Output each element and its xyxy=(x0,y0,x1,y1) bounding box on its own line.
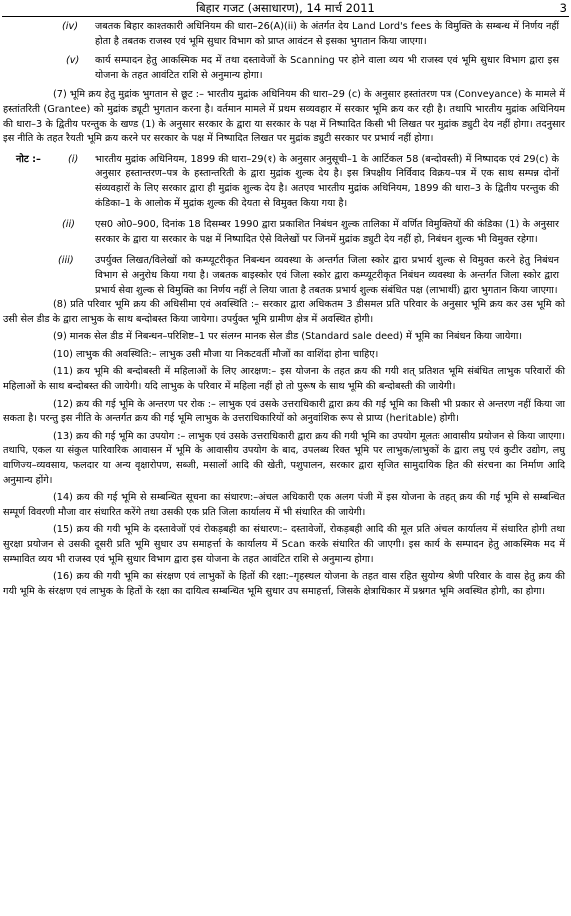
subclause-iv xyxy=(0,20,571,49)
subclause-marker: (i) xyxy=(68,153,79,165)
subclause-v xyxy=(0,54,571,83)
clause-text: (8) प्रति परिवार भूमि क्रय की अधिसीमा एवं अवस्थिति :– सरकार द्वारा अधिकतम 3 डीसमल प्रति परिवार के अनुसार भूमि क्रय कर उस भूमि को उसी सेल डीड के द्वारा लाभुक के साथ बन्दोबस्त किया जायेगा। उपर्युक्त भूमि ग्रामीण क्षेत्र में अवस्थित होगी। xyxy=(3,299,565,325)
header-divider xyxy=(2,16,569,17)
subclause-marker: (v) xyxy=(66,55,80,67)
clause-8 xyxy=(0,298,571,327)
clause-text: (9) मानक सेल डीड में निबन्धन–परिशिष्ट–1 पर संलग्न मानक सेल डीड (Standard sale deed) में भूमि का निबंधन किया जायेगा। xyxy=(53,331,523,343)
clause-text: (12) क्रय की गई भूमि के अन्तरण पर रोक :– लाभुक एवं उसके उत्तराधिकारी द्वारा क्रय की गई भूमि का किसी भी प्रकार से अन्तरण नहीं किया जा सकता है। परन्तु इस नीति के अन्तर्गत क्रय की गई भूमि लाभुक के उत्तराधिकारियों को अनुवांशिक रूप से प्राप्य (heritable) होगी। xyxy=(3,398,565,425)
subclause-text: जबतक बिहार काश्तकारी अधिनियम की धारा–26(A)(ii) के अंतर्गत देय Land Lord's fees के विमुक्ति के सम्बन्ध में निर्णय नहीं होता है तबतक राजस्व एवं भूमि सुधार विभाग को प्राप्त आवंटन से इसका भुगतान किया जाएगा। xyxy=(95,21,559,47)
page-number: 3 xyxy=(559,1,567,15)
page-header xyxy=(0,0,571,18)
note-item-iii xyxy=(0,254,571,298)
clause-11 xyxy=(0,365,571,394)
clause-15 xyxy=(0,523,571,567)
note-text: उपर्युक्त लिखत/विलेखों को कम्प्यूटरीकृत निबन्धन व्यवस्था के अन्तर्गत जिला स्कोर द्वारा प्रभार्य शुल्क से विमुक्त करने हेतु निबंधन विभाग से अनुरोध किया गया है। जबतक बाइस्कोर एवं जिला स्कोर द्वारा कम्प्यूटरीकृत निबंधन व्यवस्था के अन्तर्गत जिला स्कोर द्वारा प्रभार्य सेवा शुल्क से विमुक्ति का निर्णय नहीं ले लिया जाता है तबतक प्रभार्य शुल्क संबंधित पक्ष (लाभार्थी) द्वारा भुगतान किया जाएगा। xyxy=(95,255,559,296)
clause-12 xyxy=(0,398,571,427)
clause-text: (14) क्रय की गई भूमि से सम्बन्धित सूचना का संधारण:–अंचल अधिकारी एक अलग पंजी में इस योजना के तहत् क्रय की गई भूमि से सम्बन्धित सम्पूर्ण विवरणी मौजा वार संधारित करेंगे तथा उसकी एक प्रति जिला कार्यालय में भी संधारित की जायेगी। xyxy=(3,492,565,518)
gazette-title: बिहार गजट (असाधारण), 14 मार्च 2011 xyxy=(196,1,375,15)
clause-text: (13) क्रय की गई भूमि का उपयोग :– लाभुक एवं उसके उत्तराधिकारी द्वारा क्रय की गयी भूमि का उपयोग मूलतः आवासीय प्रयोजन से किया जाएगा। तथापि, एकल या संकुल पारिवारिक आवासन में भूमि के आवासीय उपयोग के बाद, उपलब्ध रिक्त भूमि पर लाभुक/लाभुकों के द्वारा लघु एवं कुटीर उद्योग, लघु वाणिज्य–व्यवसाय, फलदार या अन्य वृक्षारोपण, सब्जी, मसालों आदि की खेती, पशुपालन, सरकार द्वारा सृजित सामुदायिक हित की संरचना का निर्माण आदि अनुमान्य होंगे। xyxy=(3,430,565,486)
clause-10 xyxy=(0,348,571,363)
clause-text: (7) भूमि क्रय हेतु मुद्रांक भुगतान से छूट :– भारतीय मुद्रांक अधिनियम की धारा–29 (c) के अनुसार हस्तांतरण पत्र (Conveyance) के मामले में हस्तांतरिती (Grantee) को मुद्रांक ड्यूटी भुगतान करना है। वर्तमान मामले में प्रथम सव्यवहार में सरकार भूमि क्रय कर रही है। तथापि भारतीय मुद्रांक अधिनियम की धारा–3 के द्वितीय परन्तुक के खण्ड (1) के अनुसार सरकार के द्वारा या सरकार के पक्ष में निष्पादित किसी भी लिखत पर मुद्रांक ड्युटी देय नहीं होगा। तदनुसार इस नीति के तहत रैयती भूमि क्रय करने पर सरकार के पक्ष में निष्पादित लिखत पर मुद्रांक ड्युटी सरकार पर प्रभार्य नहीं होगा। xyxy=(3,89,565,145)
clause-text: (15) क्रय की गयी भूमि के दस्तावेजों एवं रोकड़बही का संधारण:– दस्तावेजों, रोकड़बही आदि की मूल प्रति अंचल कार्यालय में संधारित होगी तथा सुरक्षा प्रयोजन से उसकी दूसरी प्रति भूमि सुधार उप समाहर्त्ता के कार्यालय में Scan करके संधारित की जाएगी। इस कार्य के सम्पादन हेतु आकस्मिक मद में सम्भावित व्यय भी राजस्व एवं भूमि सुधार विभाग द्वारा इस योजना के तहत आवंटित राशि से अनुमान्य होगा। xyxy=(3,524,565,565)
clause-14 xyxy=(0,491,571,520)
clause-9 xyxy=(0,330,571,345)
subclause-marker: (iii) xyxy=(58,255,74,267)
note-item-i xyxy=(0,153,571,211)
note-text: भारतीय मुद्रांक अधिनियम, 1899 की धारा–29(१) के अनुसार अनुसूची–1 के आर्टिकल 58 (बन्दोवस्ती) में निष्पादक एवं 29(c) के अनुसार हस्तान्तरण–पत्र के हस्तान्तरिती के द्वारा मुद्रांक शुल्क देय है। इस त्रिपक्षीय निर्विवाद विक्रय–पत्र में एक साथ सम्पन्न दोनों संव्यवहारों के लिए सरकार द्वारा ही मुद्रांक शुल्क देय है। अतएव भारतीय मुद्रांक अधिनियम, 1899 की धारा–3 के द्वितीय परन्तुक की कंडिका–1 के आलोक में मुद्रांक शुल्क की देयता से विमुक्त किया गया है। xyxy=(95,153,559,209)
clause-13 xyxy=(0,430,571,488)
subclause-text: कार्य सम्पादन हेतु आकस्मिक मद में तथा दस्तावेजों के Scanning पर होने वाला व्यय भी राजस्व एवं भूमि सुधार विभाग द्वारा इस योजना के तहत आवंटित राशि से अनुमान्य होगा। xyxy=(95,55,559,81)
clause-16 xyxy=(0,570,571,599)
clause-text: (11) क्रय भूमि की बन्दोबस्ती में महिलाओं के लिए आरक्षण:– इस योजना के तहत क्रय की गयी शत् प्रतिशत भूमि संबंधित लाभुक परिवारों की महिलाओं के साथ बन्दोबस्त की जायेगी। यदि लाभुक के परिवार में महिला नहीं हो तो पुरूष के साथ भूमि की बन्दोबस्ती की जायेगी। xyxy=(3,366,565,393)
clause-text: (10) लाभुक की अवस्थिति:– लाभुक उसी मौजा या निकटवर्ती मौजों का वाशिंदा होना चाहिए। xyxy=(53,348,379,360)
note-item-ii xyxy=(0,218,571,247)
note-text: एस0 ओ0–900, दिनांक 18 दिसम्बर 1990 द्वारा प्रकाशित निबंधन शुल्क तालिका में वर्णित विमुक्तियों की कंडिका (1) के अनुसार सरकार के द्वारा या सरकार के पक्ष में निष्पादित ऐसे विलेखों पर जिनमें मुद्रांक ड्युटी देय नहीं हो, निबंधन शुल्क भी विमुक्त रहेगा। xyxy=(95,219,559,245)
subclause-marker: (ii) xyxy=(62,219,75,231)
note-label: नोट :– xyxy=(16,153,41,165)
subclause-marker: (iv) xyxy=(62,21,78,32)
clause-text: (16) क्रय की गयी भूमि का संरक्षण एवं लाभुकों के हितों की रक्षा:–गृहस्थल योजना के तहत वास रहित सुयोग्य श्रेणी परिवार के वास हेतु क्रय की गयी भूमि के संरक्षण एवं लाभुक के हितों के रक्षा का दायित्व सम्बन्धित भूमि सुधार उप समाहर्त्ता, जिसके क्षेत्राधिकार में प्रश्नगत भूमि अवस्थित होगी, का होगा। xyxy=(3,571,565,597)
page-body xyxy=(0,20,571,599)
clause-7 xyxy=(0,88,571,146)
